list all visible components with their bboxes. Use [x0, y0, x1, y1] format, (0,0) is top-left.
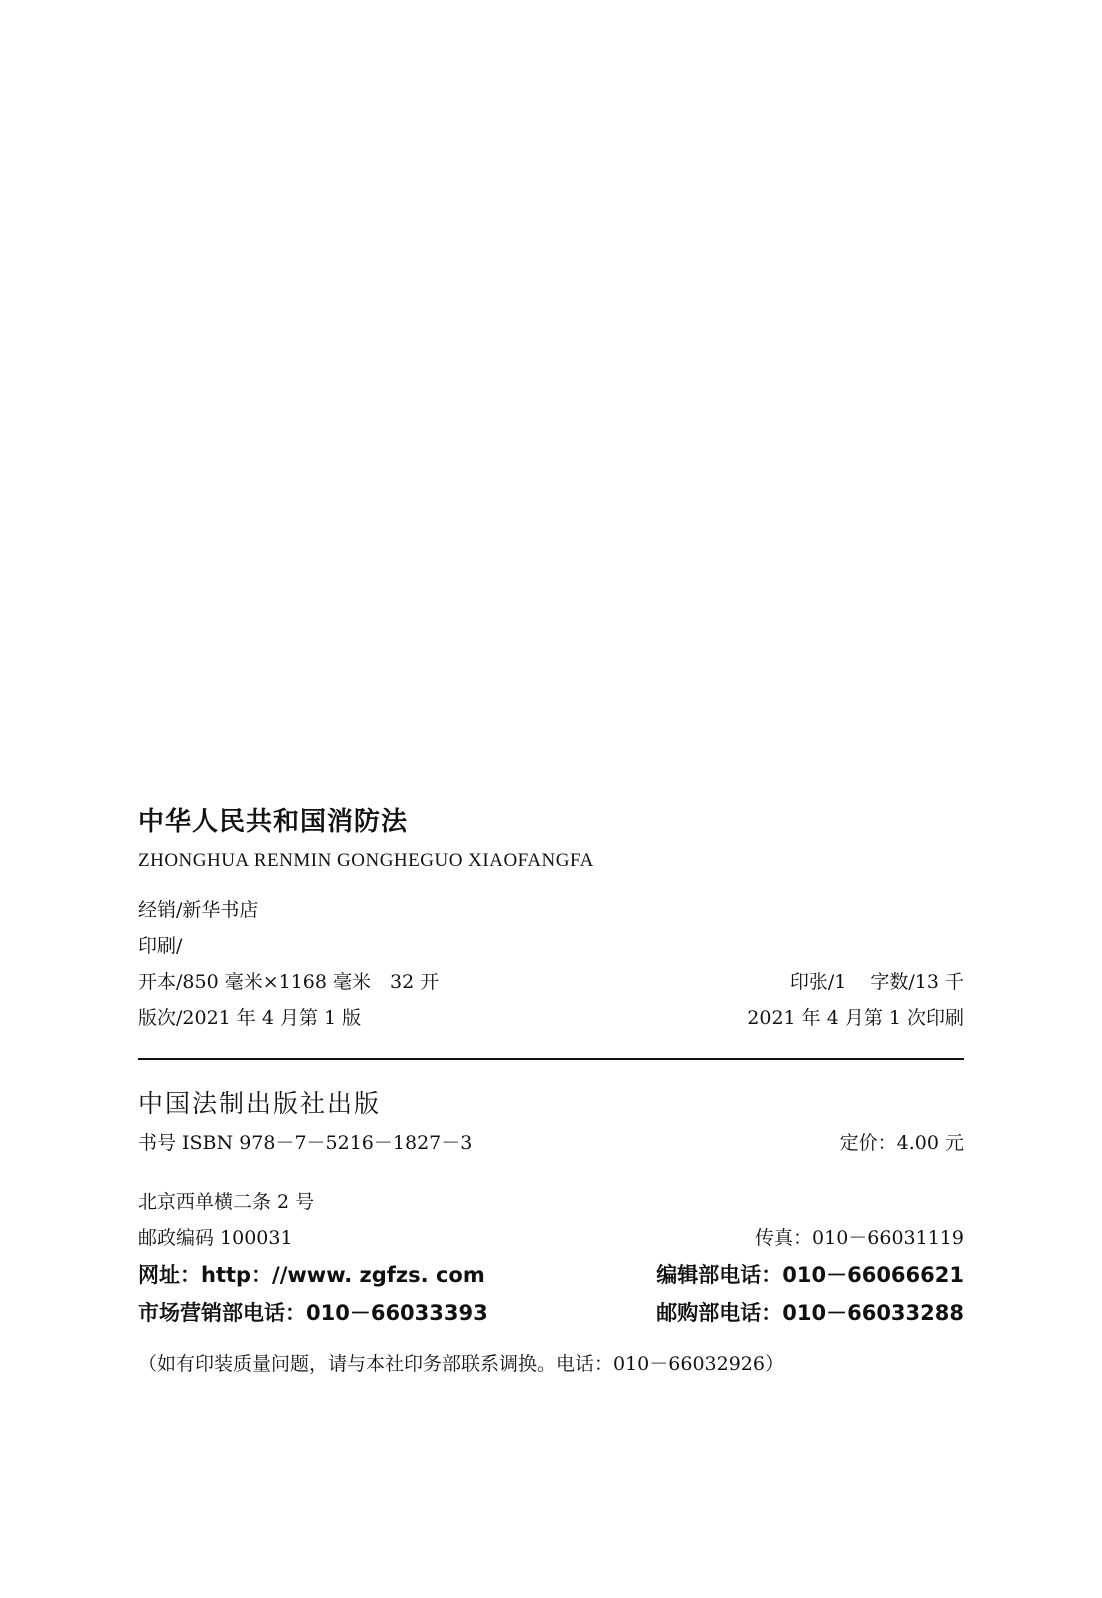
- printer-row: [138, 928, 964, 964]
- address: 北京西单横二条 2 号: [138, 1191, 315, 1213]
- marketing-phone: 市场营销部电话：010－66033393: [138, 1301, 488, 1325]
- publisher-name: 中国法制出版社出版: [138, 1089, 382, 1118]
- printed-sheets: 印张/1: [789, 971, 847, 993]
- book-title: 中华人民共和国消防法: [138, 807, 409, 837]
- printing: 2021 年 4 月第 1 次印刷: [747, 1007, 964, 1029]
- distributor: 经销/新华书店: [138, 899, 259, 921]
- price: 定价：4.00 元: [839, 1132, 964, 1154]
- edition-row: [138, 1000, 964, 1036]
- format-row: [138, 964, 964, 1000]
- isbn-row: [138, 1124, 964, 1162]
- isbn: 书号 ISBN 978－7－5216－1827－3: [138, 1132, 473, 1154]
- editorial-phone: 编辑部电话：010－66066621: [656, 1263, 964, 1287]
- book-format: 开本/850 毫米×1168 毫米 32 开: [138, 971, 440, 993]
- postcode-row: [138, 1220, 964, 1256]
- edition: 版次/2021 年 4 月第 1 版: [138, 1007, 362, 1029]
- printer: 印刷/: [138, 935, 183, 957]
- mail-order-phone: 邮购部电话：010－66033288: [656, 1301, 964, 1325]
- website-row: [138, 1256, 964, 1294]
- distributor-row: [138, 892, 964, 928]
- sheets-and-words: [790, 964, 964, 1000]
- copyright-page: [138, 800, 964, 1382]
- address-row: [138, 1184, 964, 1220]
- isbn-block: [138, 1124, 964, 1162]
- fax: 传真：010－66031119: [755, 1227, 964, 1249]
- marketing-row: [138, 1294, 964, 1332]
- publication-details: [138, 892, 964, 1036]
- word-count: 字数/13 千: [870, 971, 964, 993]
- website: 网址：http：//www. zgfzs. com: [138, 1263, 485, 1287]
- contact-block: [138, 1184, 964, 1332]
- book-title-pinyin: ZHONGHUA RENMIN GONGHEGUO XIAOFANGFA: [138, 850, 594, 871]
- divider-line: [138, 1058, 964, 1060]
- postcode: 邮政编码 100031: [138, 1227, 293, 1249]
- quality-note: （如有印装质量问题，请与本社印务部联系调换。电话：010－66032926）: [138, 1353, 784, 1375]
